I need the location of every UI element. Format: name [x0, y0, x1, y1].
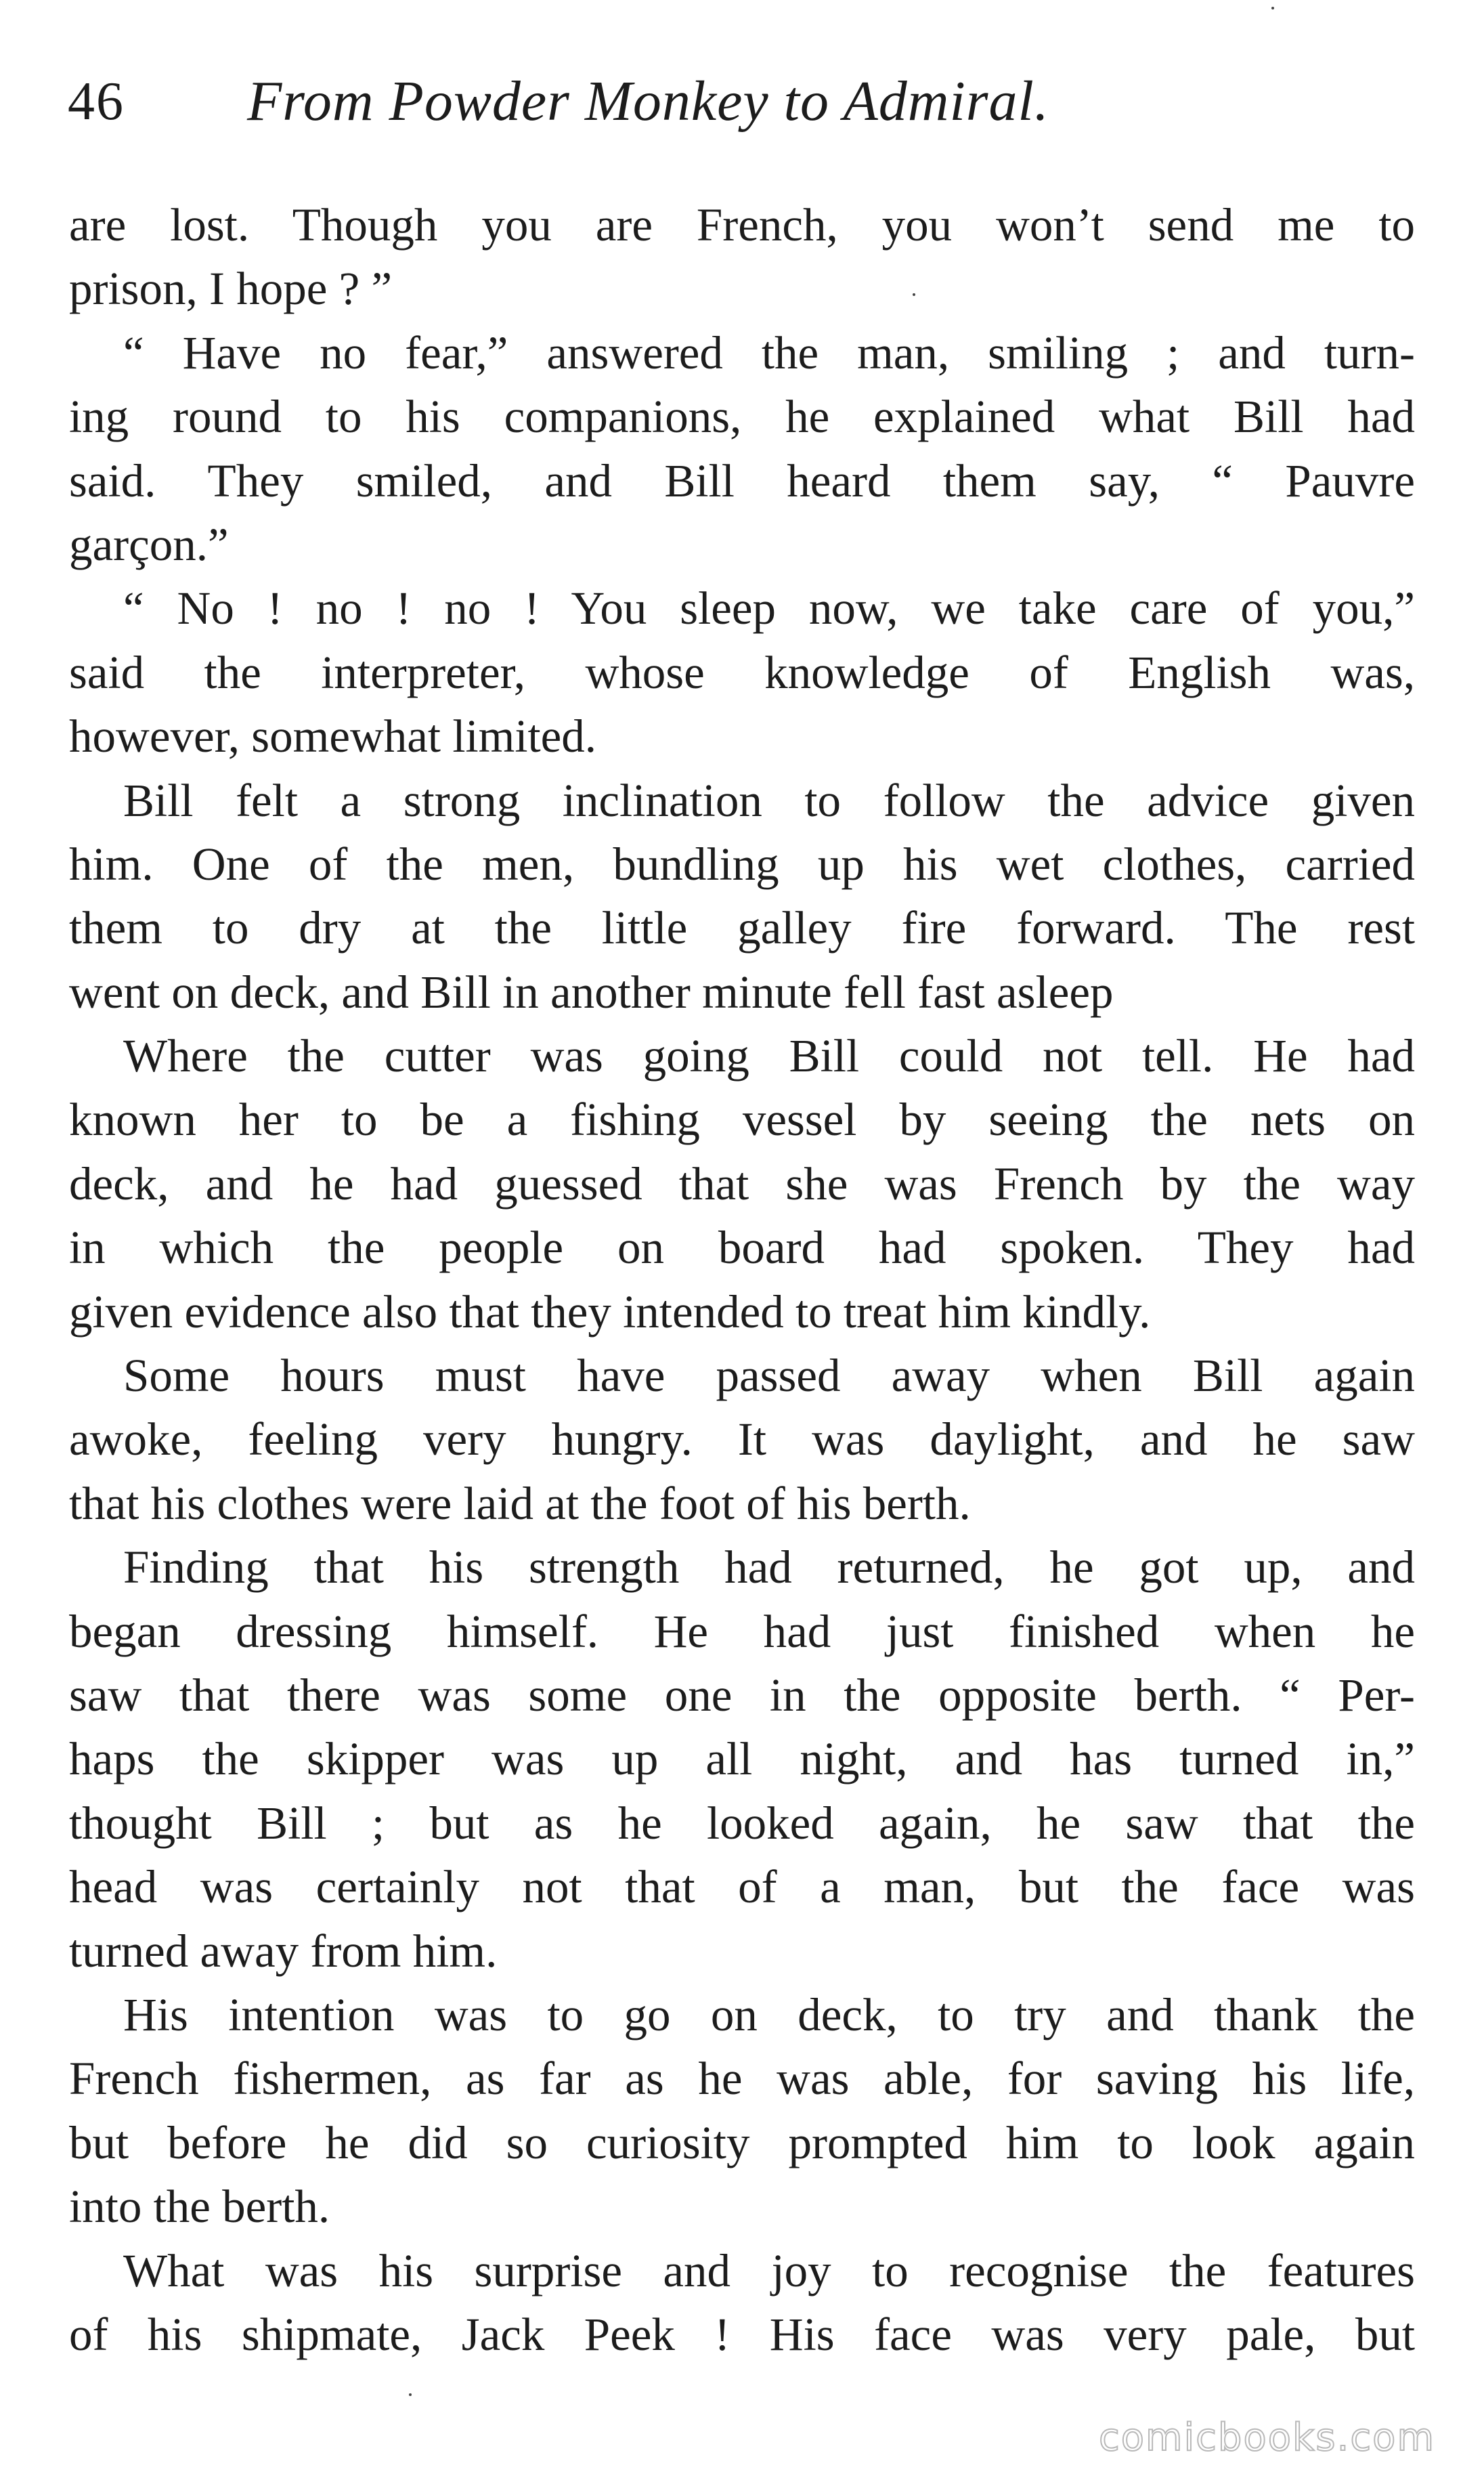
text-line: deck, and he had guessed that she was French by the way: [69, 1157, 1415, 1210]
text-line: that his clothes were laid at the foot of his berth.: [69, 1477, 971, 1529]
text-line: Finding that his strength had returned, he got up, and: [123, 1541, 1415, 1594]
page-number: 46: [68, 72, 125, 131]
text-line: saw that there was some one in the opposite berth. “ Per-: [69, 1669, 1415, 1721]
text-line: awoke, feeling very hungry. It was daylight, and he saw: [69, 1413, 1415, 1466]
scan-speck: [1271, 7, 1274, 9]
text-line: “ Have no fear,” answered the man, smiling ; and turn-: [123, 326, 1415, 379]
text-line: garçon.”: [69, 518, 229, 570]
text-line: them to dry at the little galley fire forward. The rest: [69, 902, 1415, 954]
text-line: into the berth.: [69, 2181, 330, 2233]
text-line: thought Bill ; but as he looked again, he saw that the: [69, 1797, 1415, 1849]
text-line: said the interpreter, whose knowledge of English was,: [69, 646, 1415, 698]
text-line: Some hours must have passed away when Bill again: [123, 1350, 1415, 1402]
text-line: What was his surprise and joy to recognise the features: [123, 2244, 1415, 2296]
page-header: [68, 64, 1422, 139]
scan-speck: [913, 293, 915, 296]
text-line: prison, I hope ? ”: [69, 263, 393, 315]
watermark: comicbooks.com: [1098, 2416, 1435, 2460]
text-line: haps the skipper was up all night, and has turned in,”: [69, 1733, 1415, 1785]
text-line: are lost. Though you are French, you won’t send me to: [69, 199, 1415, 251]
text-line: said. They smiled, and Bill heard them say, “ Pauvre: [69, 454, 1415, 507]
text-line: of his shipmate, Jack Peek ! His face was very pale, but: [69, 2308, 1415, 2360]
body-text: [69, 193, 1415, 2366]
text-line: in which the people on board had spoken. They had: [69, 1222, 1415, 1274]
text-line: went on deck, and Bill in another minute fell fast asleep: [69, 966, 1114, 1018]
text-line: “ No ! no ! no ! You sleep now, we take care of you,”: [123, 582, 1415, 635]
text-line: however, somewhat limited.: [69, 710, 597, 763]
text-line: Where the cutter was going Bill could not tell. He had: [123, 1030, 1415, 1082]
text-line: head was certainly not that of a man, but the face was: [69, 1861, 1415, 1913]
text-line: turned away from him.: [69, 1925, 498, 1977]
text-line: him. One of the men, bundling up his wet clothes, carried: [69, 838, 1415, 890]
text-line: French fishermen, as far as he was able, for saving his life,: [69, 2053, 1415, 2105]
running-title: From Powder Monkey to Admiral.: [247, 70, 1049, 133]
text-line: but before he did so curiosity prompted him to look again: [69, 2116, 1415, 2168]
text-line: began dressing himself. He had just finished when he: [69, 1605, 1415, 1657]
text-line: Bill felt a strong inclination to follow the advice given: [123, 774, 1415, 826]
text-line: given evidence also that they intended to treat him kindly.: [69, 1285, 1151, 1338]
text-line: ing round to his companions, he explained what Bill had: [69, 391, 1415, 443]
text-line: known her to be a fishing vessel by seeing the nets on: [69, 1094, 1415, 1146]
text-line: His intention was to go on deck, to try and thank the: [123, 1988, 1415, 2040]
scan-speck: [409, 2393, 412, 2396]
